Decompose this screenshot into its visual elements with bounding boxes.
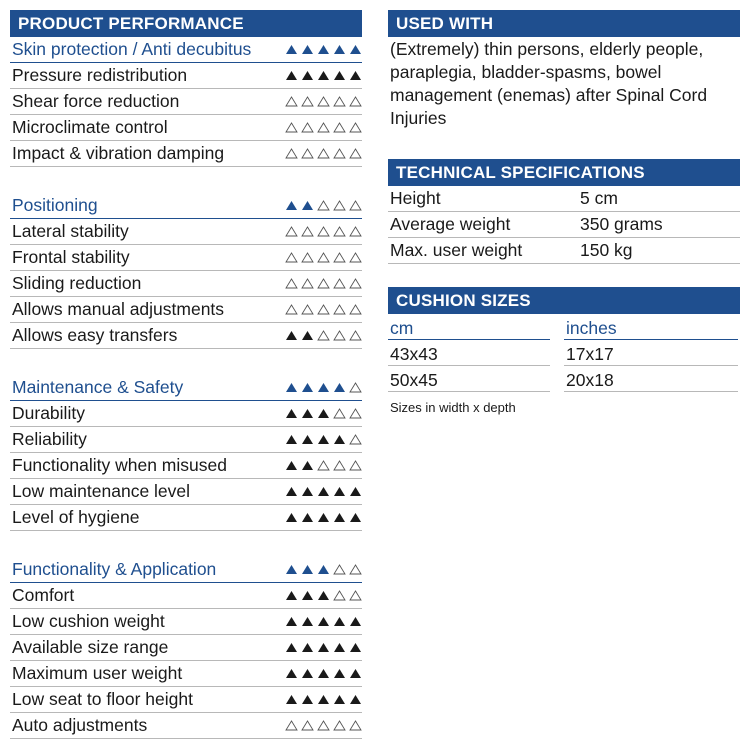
spec-value: 150 kg: [580, 240, 633, 260]
criterion-label: Auto adjustments: [12, 715, 148, 735]
spec-row-max-user-weight: [388, 238, 740, 264]
filled-triangle-icon: [285, 330, 298, 341]
filled-triangle-icon: [317, 616, 330, 627]
criterion-label: Maximum user weight: [12, 663, 183, 683]
empty-triangle-icon: [349, 330, 362, 341]
empty-triangle-icon: [317, 252, 330, 263]
rating-triangles: [285, 642, 362, 653]
empty-triangle-icon: [317, 96, 330, 107]
rating-triangles: [285, 330, 362, 341]
performance-table: [10, 37, 362, 739]
filled-triangle-icon: [333, 382, 346, 393]
filled-triangle-icon: [317, 486, 330, 497]
group-header-row: [10, 37, 362, 63]
spec-label: Height: [390, 188, 441, 208]
filled-triangle-icon: [285, 564, 298, 575]
empty-triangle-icon: [333, 252, 346, 263]
filled-triangle-icon: [317, 512, 330, 523]
filled-triangle-icon: [333, 694, 346, 705]
filled-triangle-icon: [317, 434, 330, 445]
criterion-label: Available size range: [12, 637, 169, 657]
performance-row: [10, 583, 362, 609]
filled-triangle-icon: [349, 44, 362, 55]
criterion-label: Level of hygiene: [12, 507, 140, 527]
filled-triangle-icon: [333, 512, 346, 523]
empty-triangle-icon: [317, 122, 330, 133]
filled-triangle-icon: [349, 616, 362, 627]
filled-triangle-icon: [349, 70, 362, 81]
filled-triangle-icon: [349, 668, 362, 679]
empty-triangle-icon: [301, 96, 314, 107]
filled-triangle-icon: [317, 694, 330, 705]
spec-value: 350 grams: [580, 214, 663, 234]
empty-triangle-icon: [333, 96, 346, 107]
criterion-label: Allows easy transfers: [12, 325, 178, 345]
performance-row: [10, 505, 362, 531]
right-column: [388, 10, 740, 415]
performance-row: [10, 297, 362, 323]
group-spacer: [10, 167, 362, 193]
empty-triangle-icon: [285, 148, 298, 159]
empty-triangle-icon: [333, 330, 346, 341]
filled-triangle-icon: [301, 408, 314, 419]
empty-triangle-icon: [349, 408, 362, 419]
rating-triangles: [285, 252, 362, 263]
used-with-text: [388, 37, 740, 130]
empty-triangle-icon: [285, 252, 298, 263]
empty-triangle-icon: [349, 460, 362, 471]
rating-triangles: [285, 486, 362, 497]
filled-triangle-icon: [301, 382, 314, 393]
size-inches: 20x18: [564, 366, 738, 392]
rating-triangles: [285, 96, 362, 107]
filled-triangle-icon: [301, 44, 314, 55]
filled-triangle-icon: [301, 694, 314, 705]
rating-triangles: [285, 668, 362, 679]
empty-triangle-icon: [349, 226, 362, 237]
performance-row: [10, 661, 362, 687]
used-with-line: paraplegia, bladder-spasms, bowel: [390, 62, 662, 82]
empty-triangle-icon: [349, 200, 362, 211]
filled-triangle-icon: [333, 70, 346, 81]
rating-triangles: [285, 148, 362, 159]
filled-triangle-icon: [285, 694, 298, 705]
filled-triangle-icon: [285, 44, 298, 55]
product-performance-section: [10, 10, 362, 739]
sizes-note: Sizes in width x depth: [390, 400, 516, 415]
filled-triangle-icon: [285, 512, 298, 523]
filled-triangle-icon: [285, 460, 298, 471]
criterion-label: Pressure redistribution: [12, 65, 188, 85]
criterion-label: Low seat to floor height: [12, 689, 193, 709]
performance-row: [10, 323, 362, 349]
rating-triangles: [285, 226, 362, 237]
empty-triangle-icon: [285, 720, 298, 731]
performance-row: [10, 63, 362, 89]
performance-row: [10, 635, 362, 661]
filled-triangle-icon: [301, 590, 314, 601]
rating-triangles: [285, 382, 362, 393]
empty-triangle-icon: [349, 720, 362, 731]
filled-triangle-icon: [301, 668, 314, 679]
performance-row: [10, 427, 362, 453]
group-spacer: [10, 531, 362, 557]
rating-triangles: [285, 434, 362, 445]
filled-triangle-icon: [349, 486, 362, 497]
empty-triangle-icon: [333, 148, 346, 159]
filled-triangle-icon: [301, 512, 314, 523]
filled-triangle-icon: [333, 668, 346, 679]
rating-triangles: [285, 616, 362, 627]
rating-triangles: [285, 304, 362, 315]
performance-row: [10, 687, 362, 713]
rating-triangles: [285, 122, 362, 133]
performance-row: [10, 401, 362, 427]
empty-triangle-icon: [349, 252, 362, 263]
empty-triangle-icon: [333, 122, 346, 133]
rating-triangles: [285, 278, 362, 289]
rating-triangles: [285, 512, 362, 523]
filled-triangle-icon: [349, 642, 362, 653]
filled-triangle-icon: [301, 486, 314, 497]
rating-triangles: [285, 590, 362, 601]
empty-triangle-icon: [301, 304, 314, 315]
empty-triangle-icon: [285, 304, 298, 315]
filled-triangle-icon: [317, 668, 330, 679]
filled-triangle-icon: [301, 70, 314, 81]
tech-specs-header: TECHNICAL SPECIFICATIONS: [388, 159, 740, 186]
size-inches: 17x17: [564, 340, 738, 366]
empty-triangle-icon: [301, 226, 314, 237]
empty-triangle-icon: [349, 278, 362, 289]
empty-triangle-icon: [317, 460, 330, 471]
filled-triangle-icon: [301, 564, 314, 575]
rating-triangles: [285, 694, 362, 705]
performance-row: [10, 245, 362, 271]
size-cm: 50x45: [388, 366, 550, 392]
spec-row-height: [388, 186, 740, 212]
spec-label: Average weight: [390, 214, 511, 234]
spec-label: Max. user weight: [390, 240, 523, 260]
filled-triangle-icon: [285, 200, 298, 211]
group-name: Skin protection / Anti decubitus: [12, 39, 252, 59]
empty-triangle-icon: [285, 96, 298, 107]
empty-triangle-icon: [349, 434, 362, 445]
empty-triangle-icon: [285, 122, 298, 133]
group-header-row: [10, 375, 362, 401]
empty-triangle-icon: [285, 278, 298, 289]
filled-triangle-icon: [285, 486, 298, 497]
empty-triangle-icon: [349, 148, 362, 159]
filled-triangle-icon: [333, 434, 346, 445]
product-performance-header: PRODUCT PERFORMANCE: [10, 10, 362, 37]
empty-triangle-icon: [349, 304, 362, 315]
empty-triangle-icon: [317, 226, 330, 237]
sizes-header-cm: cm: [388, 314, 550, 340]
criterion-label: Allows manual adjustments: [12, 299, 225, 319]
sizes-table-header: [388, 314, 740, 340]
used-with-line: management (enemas) after Spinal Cord: [390, 85, 708, 105]
performance-row: [10, 219, 362, 245]
criterion-label: Shear force reduction: [12, 91, 180, 111]
spec-value: 5 cm: [580, 188, 618, 208]
empty-triangle-icon: [333, 590, 346, 601]
empty-triangle-icon: [301, 278, 314, 289]
empty-triangle-icon: [301, 148, 314, 159]
criterion-label: Frontal stability: [12, 247, 130, 267]
empty-triangle-icon: [349, 122, 362, 133]
criterion-label: Impact & vibration damping: [12, 143, 225, 163]
filled-triangle-icon: [285, 590, 298, 601]
group-header-row: [10, 193, 362, 219]
filled-triangle-icon: [317, 44, 330, 55]
empty-triangle-icon: [317, 304, 330, 315]
empty-triangle-icon: [333, 408, 346, 419]
empty-triangle-icon: [349, 96, 362, 107]
filled-triangle-icon: [317, 564, 330, 575]
filled-triangle-icon: [349, 512, 362, 523]
performance-row: [10, 115, 362, 141]
filled-triangle-icon: [333, 486, 346, 497]
sizes-row: [388, 340, 740, 366]
performance-row: [10, 609, 362, 635]
rating-triangles: [285, 408, 362, 419]
rating-triangles: [285, 720, 362, 731]
filled-triangle-icon: [285, 70, 298, 81]
group-name: Positioning: [12, 195, 98, 215]
filled-triangle-icon: [301, 200, 314, 211]
group-name: Maintenance & Safety: [12, 377, 184, 397]
filled-triangle-icon: [317, 70, 330, 81]
criterion-label: Functionality when misused: [12, 455, 227, 475]
spec-row-average-weight: [388, 212, 740, 238]
used-with-line: Injuries: [390, 108, 447, 128]
filled-triangle-icon: [317, 642, 330, 653]
criterion-label: Durability: [12, 403, 85, 423]
criterion-label: Low maintenance level: [12, 481, 191, 501]
rating-triangles: [285, 460, 362, 471]
empty-triangle-icon: [317, 200, 330, 211]
performance-row: [10, 479, 362, 505]
empty-triangle-icon: [333, 278, 346, 289]
cushion-sizes-header: CUSHION SIZES: [388, 287, 740, 314]
used-with-line: (Extremely) thin persons, elderly people,: [390, 39, 704, 59]
size-cm: 43x43: [388, 340, 550, 366]
filled-triangle-icon: [285, 434, 298, 445]
empty-triangle-icon: [349, 590, 362, 601]
filled-triangle-icon: [317, 408, 330, 419]
group-spacer: [10, 349, 362, 375]
empty-triangle-icon: [333, 460, 346, 471]
filled-triangle-icon: [285, 616, 298, 627]
empty-triangle-icon: [349, 382, 362, 393]
criterion-label: Reliability: [12, 429, 87, 449]
empty-triangle-icon: [317, 278, 330, 289]
filled-triangle-icon: [301, 642, 314, 653]
filled-triangle-icon: [301, 460, 314, 471]
empty-triangle-icon: [333, 720, 346, 731]
criterion-label: Sliding reduction: [12, 273, 142, 293]
filled-triangle-icon: [317, 382, 330, 393]
performance-row: [10, 141, 362, 167]
criterion-label: Comfort: [12, 585, 75, 605]
filled-triangle-icon: [317, 590, 330, 601]
performance-row: [10, 89, 362, 115]
filled-triangle-icon: [285, 642, 298, 653]
empty-triangle-icon: [285, 226, 298, 237]
empty-triangle-icon: [301, 720, 314, 731]
rating-triangles: [285, 200, 362, 211]
empty-triangle-icon: [333, 200, 346, 211]
empty-triangle-icon: [333, 304, 346, 315]
filled-triangle-icon: [301, 616, 314, 627]
sizes-row: [388, 366, 740, 392]
filled-triangle-icon: [285, 382, 298, 393]
criterion-label: Low cushion weight: [12, 611, 165, 631]
group-header-row: [10, 557, 362, 583]
empty-triangle-icon: [301, 252, 314, 263]
filled-triangle-icon: [301, 330, 314, 341]
empty-triangle-icon: [349, 564, 362, 575]
filled-triangle-icon: [333, 44, 346, 55]
empty-triangle-icon: [301, 122, 314, 133]
empty-triangle-icon: [333, 226, 346, 237]
filled-triangle-icon: [285, 408, 298, 419]
filled-triangle-icon: [333, 616, 346, 627]
empty-triangle-icon: [317, 148, 330, 159]
filled-triangle-icon: [349, 694, 362, 705]
empty-triangle-icon: [333, 564, 346, 575]
sizes-header-inches: inches: [564, 314, 738, 340]
used-with-header: USED WITH: [388, 10, 740, 37]
criterion-label: Microclimate control: [12, 117, 168, 137]
group-name: Functionality & Application: [12, 559, 217, 579]
filled-triangle-icon: [333, 642, 346, 653]
performance-row: [10, 453, 362, 479]
performance-row: [10, 271, 362, 297]
performance-row: [10, 713, 362, 739]
rating-triangles: [285, 564, 362, 575]
empty-triangle-icon: [317, 330, 330, 341]
rating-triangles: [285, 44, 362, 55]
filled-triangle-icon: [301, 434, 314, 445]
filled-triangle-icon: [285, 668, 298, 679]
criterion-label: Lateral stability: [12, 221, 129, 241]
empty-triangle-icon: [317, 720, 330, 731]
rating-triangles: [285, 70, 362, 81]
